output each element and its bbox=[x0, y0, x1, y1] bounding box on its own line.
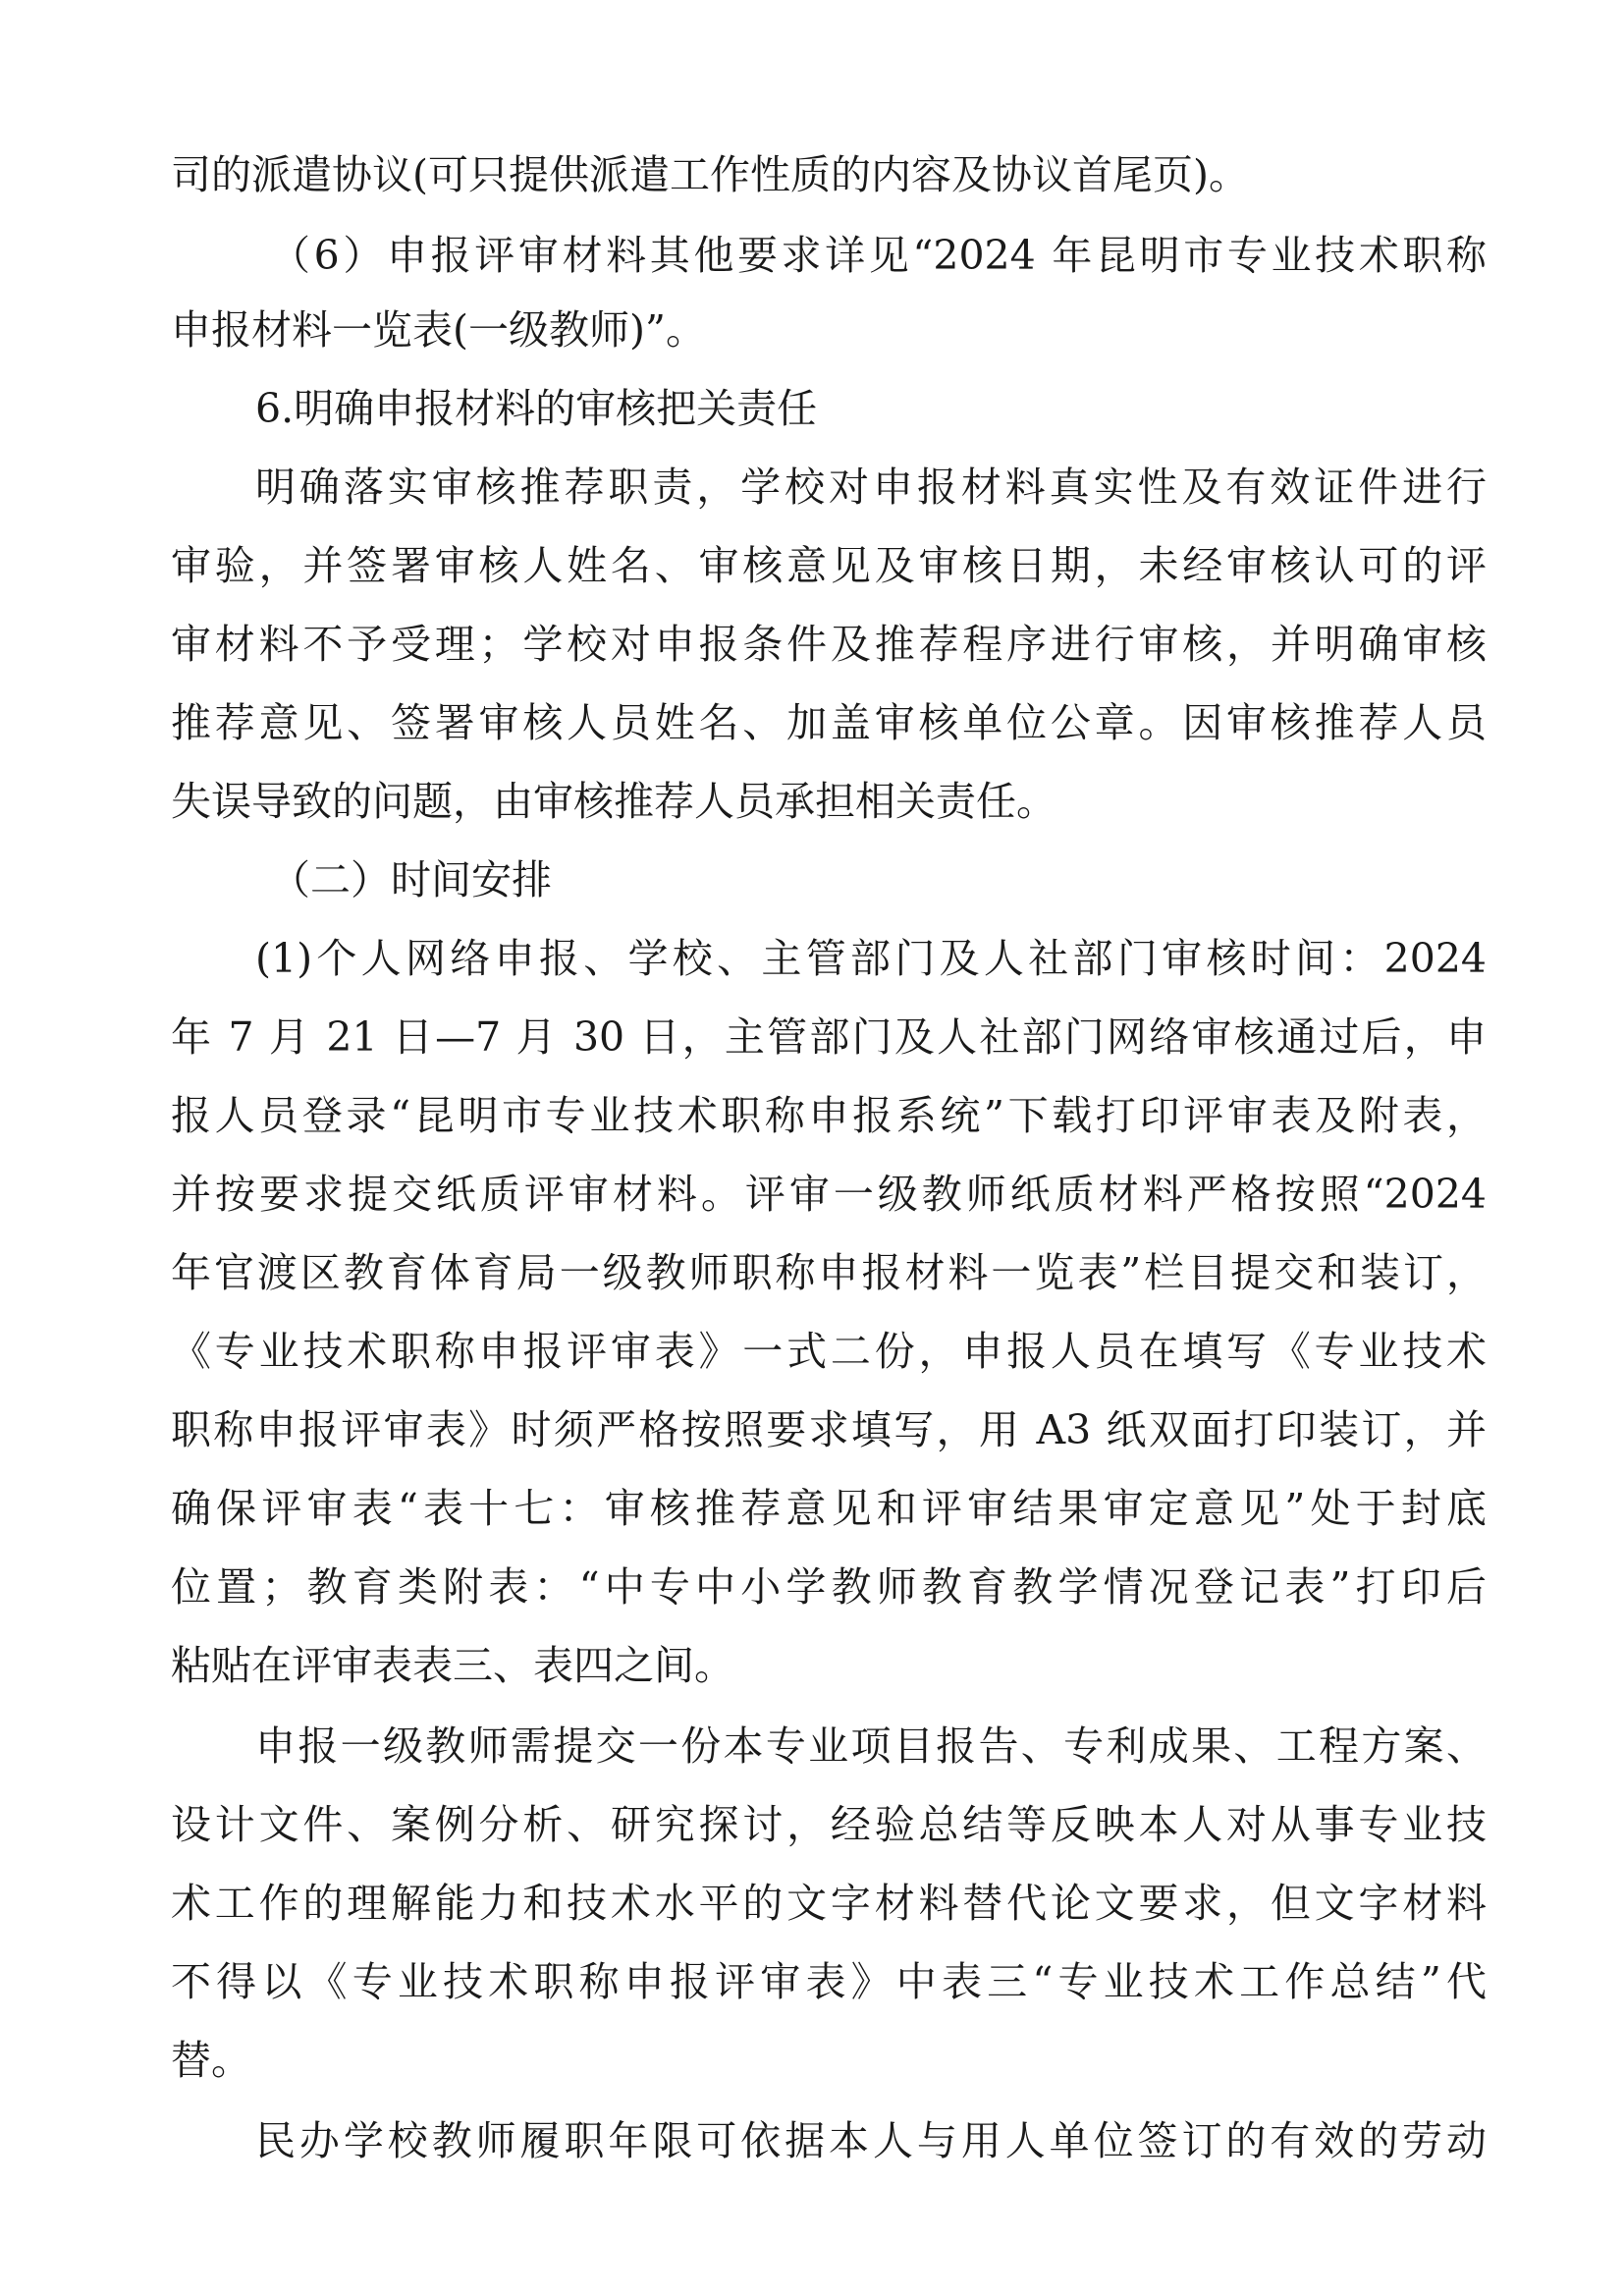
text-line-22: 设计文件、案例分析、研究探讨，经验总结等反映本人对从事专业技 bbox=[171, 1801, 1487, 1848]
text-line-13: 报人员登录“昆明市专业技术职称申报系统”下载打印评审表及附表， bbox=[171, 1092, 1487, 1139]
text-line-11: (1)个人网络申报、学校、主管部门及人社部门审核时间：2024 bbox=[255, 935, 1487, 982]
text-line-17: 职称申报评审表》时须严格按照要求填写，用 A3 纸双面打印装订，并 bbox=[171, 1406, 1487, 1453]
text-line-23: 术工作的理解能力和技术水平的文字材料替代论文要求，但文字材料 bbox=[171, 1880, 1487, 1927]
text-line-9: 失误导致的问题，由审核推荐人员承担相关责任。 bbox=[171, 778, 1056, 825]
text-line-6: 审验，并签署审核人姓名、审核意见及审核日期，未经审核认可的评 bbox=[171, 542, 1487, 589]
text-line-12: 年 7 月 21 日—7 月 30 日，主管部门及人社部门网络审核通过后，申 bbox=[171, 1013, 1487, 1061]
text-line-16: 《专业技术职称申报评审表》一式二份，申报人员在填写《专业技术 bbox=[171, 1328, 1487, 1375]
text-line-19: 位置；教育类附表：“中专中小学教师教育教学情况登记表”打印后 bbox=[171, 1563, 1487, 1611]
text-line-24: 不得以《专业技术职称申报评审表》中表三“专业技术工作总结”代 bbox=[171, 1958, 1487, 2005]
section-heading-6: 6.明确申报材料的审核把关责任 bbox=[255, 385, 818, 432]
text-line-8: 推荐意见、签署审核人员姓名、加盖审核单位公章。因审核推荐人员 bbox=[171, 699, 1487, 746]
text-line-14: 并按要求提交纸质评审材料。评审一级教师纸质材料严格按照“2024 bbox=[171, 1171, 1487, 1218]
text-line-21: 申报一级教师需提交一份本专业项目报告、专利成果、工程方案、 bbox=[255, 1722, 1487, 1770]
text-line-1: 司的派遣协议(可只提供派遣工作性质的内容及协议首尾页)。 bbox=[171, 151, 1249, 198]
text-line-7: 审材料不予受理；学校对申报条件及推荐程序进行审核，并明确审核 bbox=[171, 621, 1487, 668]
section-heading-schedule: （二）时间安排 bbox=[270, 856, 552, 903]
text-line-3: 申报材料一览表(一级教师)”。 bbox=[171, 306, 706, 354]
text-line-15: 年官渡区教育体育局一级教师职称申报材料一览表”栏目提交和装订， bbox=[171, 1249, 1487, 1296]
text-line-20: 粘贴在评审表表三、表四之间。 bbox=[171, 1642, 734, 1689]
text-line-5: 明确落实审核推荐职责，学校对申报材料真实性及有效证件进行 bbox=[255, 464, 1487, 511]
text-line-18: 确保评审表“表十七：审核推荐意见和评审结果审定意见”处于封底 bbox=[171, 1485, 1487, 1532]
text-line-25: 替。 bbox=[171, 2037, 251, 2084]
text-line-26: 民办学校教师履职年限可依据本人与用人单位签订的有效的劳动 bbox=[255, 2117, 1487, 2164]
text-line-2: （6）申报评审材料其他要求详见“2024 年昆明市专业技术职称 bbox=[270, 232, 1487, 279]
